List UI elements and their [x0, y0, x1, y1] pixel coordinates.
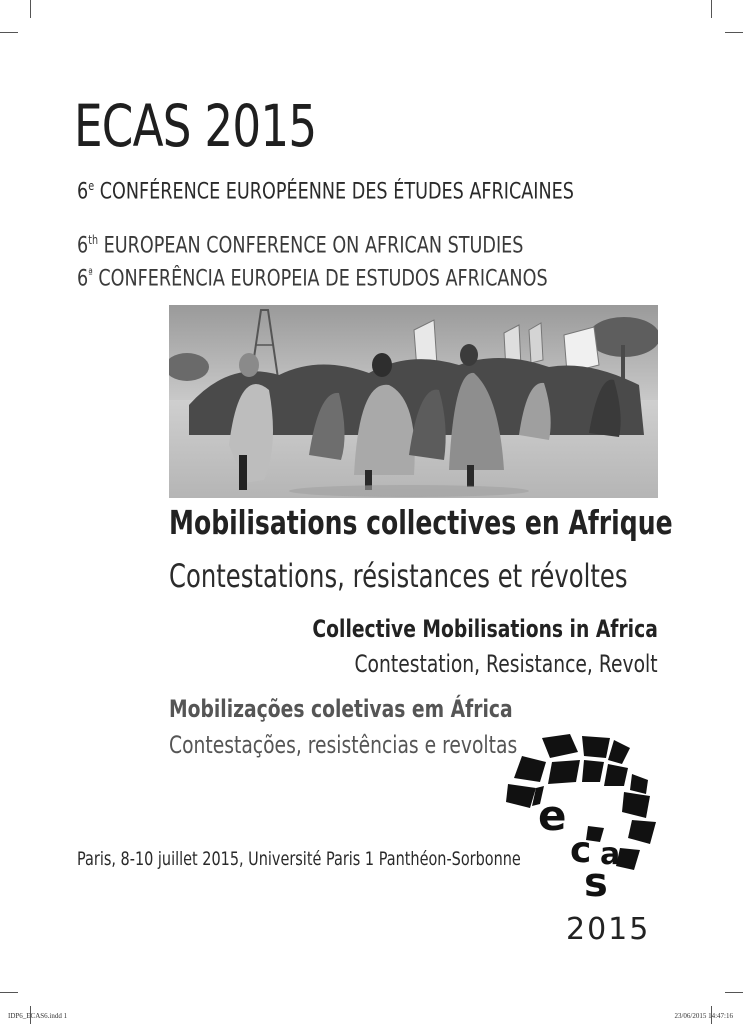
theme-subtitle-fr: Contestations, résistances et révoltes [169, 557, 628, 595]
conference-name-en [77, 233, 523, 258]
conference-number-pt: 6 [77, 266, 89, 292]
conference-title-en: EUROPEAN CONFERENCE ON AFRICAN STUDIES [98, 233, 524, 259]
page-title: ECAS 2015 [74, 92, 317, 160]
logo-letter-s: s [584, 860, 608, 900]
crop-mark-bottom-left-h [0, 992, 18, 993]
conference-ordinal-fr: e [88, 179, 95, 193]
conference-ordinal-pt: ª [88, 266, 93, 280]
logo-letter-c: c [570, 830, 592, 871]
conference-ordinal-en: th [88, 233, 99, 247]
theme-title-fr: Mobilisations collectives en Afrique [169, 503, 673, 542]
cover-photo [169, 305, 658, 498]
crop-mark-top-left-h [0, 32, 18, 33]
conference-number-en: 6 [77, 233, 89, 259]
ecas-logo [500, 730, 665, 900]
theme-title-pt: Mobilizações coletivas em África [169, 695, 513, 723]
print-slug-timestamp: 23/06/2015 14:47:16 [674, 1012, 733, 1020]
print-slug-filename: IDP6_ECAS6.indd 1 [8, 1012, 68, 1020]
venue-and-dates: Paris, 8-10 juillet 2015, Université Paris 1 Panthéon-Sorbonne [77, 848, 521, 870]
crop-mark-top-right [711, 0, 712, 18]
crop-mark-bottom-right-h [725, 992, 743, 993]
conference-name-fr [77, 179, 574, 204]
crop-mark-top-left [30, 0, 31, 18]
logo-year: 2015 [566, 912, 651, 947]
conference-number-fr: 6 [77, 179, 89, 205]
conference-title-fr: CONFÉRENCE EUROPÉENNE DES ÉTUDES AFRICAINES [94, 179, 574, 205]
theme-subtitle-pt: Contestações, resistências e revoltas [169, 731, 518, 759]
logo-letter-e: e [538, 791, 567, 840]
crop-mark-top-right-h [725, 32, 743, 33]
theme-title-en: Collective Mobilisations in Africa [312, 615, 658, 643]
conference-title-pt: CONFERÊNCIA EUROPEIA DE ESTUDOS AFRICANOS [92, 266, 548, 292]
logo-letter-a: a [600, 837, 621, 872]
theme-subtitle-en: Contestation, Resistance, Revolt [354, 650, 658, 678]
conference-name-pt [77, 266, 548, 291]
